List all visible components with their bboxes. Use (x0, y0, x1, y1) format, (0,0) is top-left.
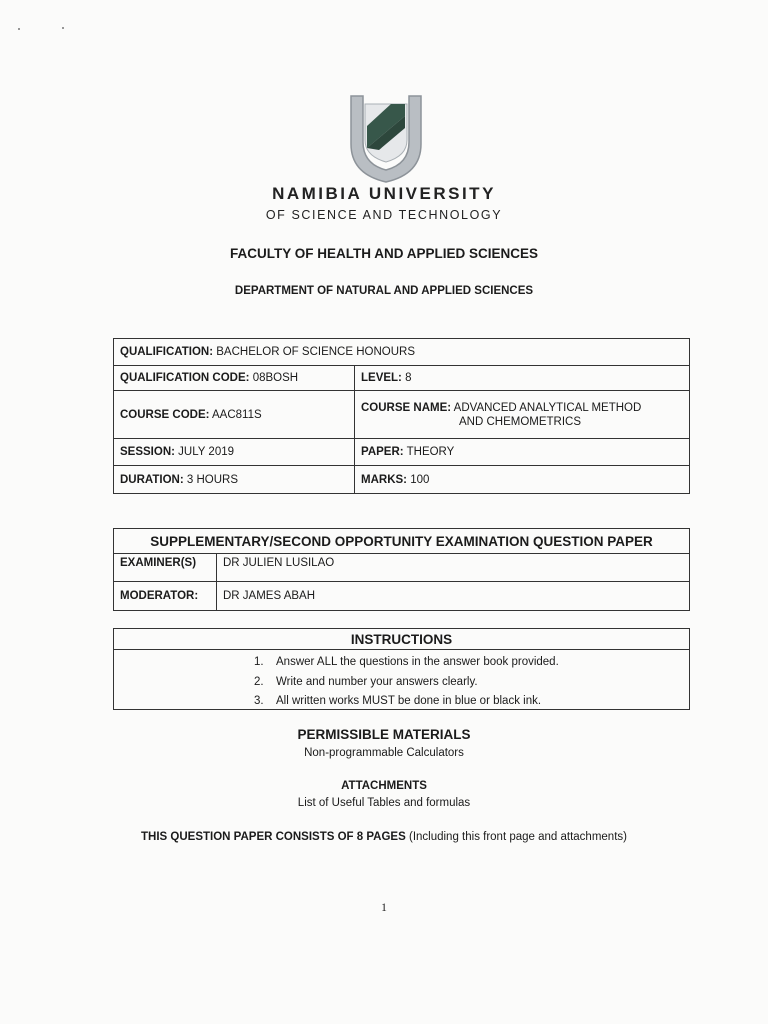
qualification-label: QUALIFICATION: (120, 346, 214, 358)
course-name-value-line2: AND CHEMOMETRICS (459, 415, 582, 428)
course-name-label: COURSE NAME: (361, 401, 452, 414)
examiner-row (114, 554, 690, 582)
scan-speck (62, 27, 64, 29)
course-name-cell (355, 391, 690, 439)
exam-title-row (114, 529, 690, 554)
qualification-code-label: QUALIFICATION CODE: (120, 372, 250, 384)
moderator-row (114, 582, 690, 611)
examination-table (113, 528, 690, 611)
session-value: JULY 2019 (178, 446, 235, 458)
examiner-label: EXAMINER(S) (114, 554, 217, 582)
course-code-label: COURSE CODE: (120, 408, 210, 421)
qualification-value: BACHELOR OF SCIENCE HONOURS (216, 346, 415, 358)
permissible-materials-text: Non-programmable Calculators (304, 747, 464, 759)
scan-speck (18, 28, 20, 30)
session-row (114, 439, 690, 466)
course-code-cell (114, 391, 355, 439)
qualification-row (114, 339, 690, 366)
duration-row (114, 466, 690, 494)
instructions-list (114, 650, 689, 712)
attachments-title: ATTACHMENTS (341, 780, 427, 792)
attachments-text: List of Useful Tables and formulas (297, 797, 471, 809)
course-row (114, 391, 690, 439)
qualification-code-cell (114, 366, 355, 391)
department-heading: DEPARTMENT OF NATURAL AND APPLIED SCIENCES (234, 285, 534, 297)
level-label: LEVEL: (361, 372, 402, 384)
list-item (254, 692, 689, 712)
item-number: 1. (254, 656, 264, 668)
marks-cell (355, 466, 690, 494)
permissible-materials-title: PERMISSIBLE MATERIALS (297, 727, 471, 742)
page-count-bold: THIS QUESTION PAPER CONSISTS OF 8 PAGES (141, 831, 406, 843)
duration-cell (114, 466, 355, 494)
instructions-title: INSTRUCTIONS (114, 629, 689, 650)
examiner-value: DR JULIEN LUSILAO (217, 554, 690, 582)
item-text: Answer ALL the questions in the answer book provided. (276, 656, 559, 668)
item-text: All written works MUST be done in blue or black ink. (276, 695, 542, 707)
list-item (254, 653, 689, 673)
session-cell (114, 439, 355, 466)
item-number: 2. (254, 675, 264, 688)
item-text: Write and number your answers clearly. (276, 675, 478, 688)
page-count-detail: (Including this front page and attachments) (408, 831, 627, 843)
qualification-cell (114, 339, 690, 366)
duration-label: DURATION: (120, 473, 184, 486)
list-item (254, 673, 689, 693)
university-logo (343, 92, 429, 184)
paper-cell (355, 439, 690, 466)
page-number: 1 (381, 902, 387, 914)
course-name-value-line1: ADVANCED ANALYTICAL METHOD (453, 401, 642, 414)
instructions-box (113, 628, 690, 710)
course-code-value: AAC811S (212, 408, 262, 421)
paper-value: THEORY (406, 446, 455, 458)
level-cell (355, 366, 690, 391)
duration-value: 3 HOURS (186, 473, 238, 486)
moderator-label: MODERATOR: (114, 582, 217, 611)
university-name: NAMIBIA UNIVERSITY (272, 184, 496, 203)
qualification-table (113, 338, 690, 494)
item-number: 3. (254, 695, 264, 707)
paper-label: PAPER: (361, 446, 404, 458)
faculty-heading: FACULTY OF HEALTH AND APPLIED SCIENCES (229, 246, 538, 261)
page-count-note (0, 831, 768, 843)
marks-value: 100 (410, 473, 430, 486)
exam-title: SUPPLEMENTARY/SECOND OPPORTUNITY EXAMINATION QUESTION PAPER (114, 529, 690, 554)
qualification-code-row (114, 366, 690, 391)
session-label: SESSION: (120, 446, 175, 458)
moderator-value: DR JAMES ABAH (217, 582, 690, 611)
university-subtitle: OF SCIENCE AND TECHNOLOGY (265, 208, 503, 222)
level-value: 8 (405, 372, 412, 384)
qualification-code-value: 08BOSH (252, 372, 299, 384)
marks-label: MARKS: (361, 473, 407, 486)
